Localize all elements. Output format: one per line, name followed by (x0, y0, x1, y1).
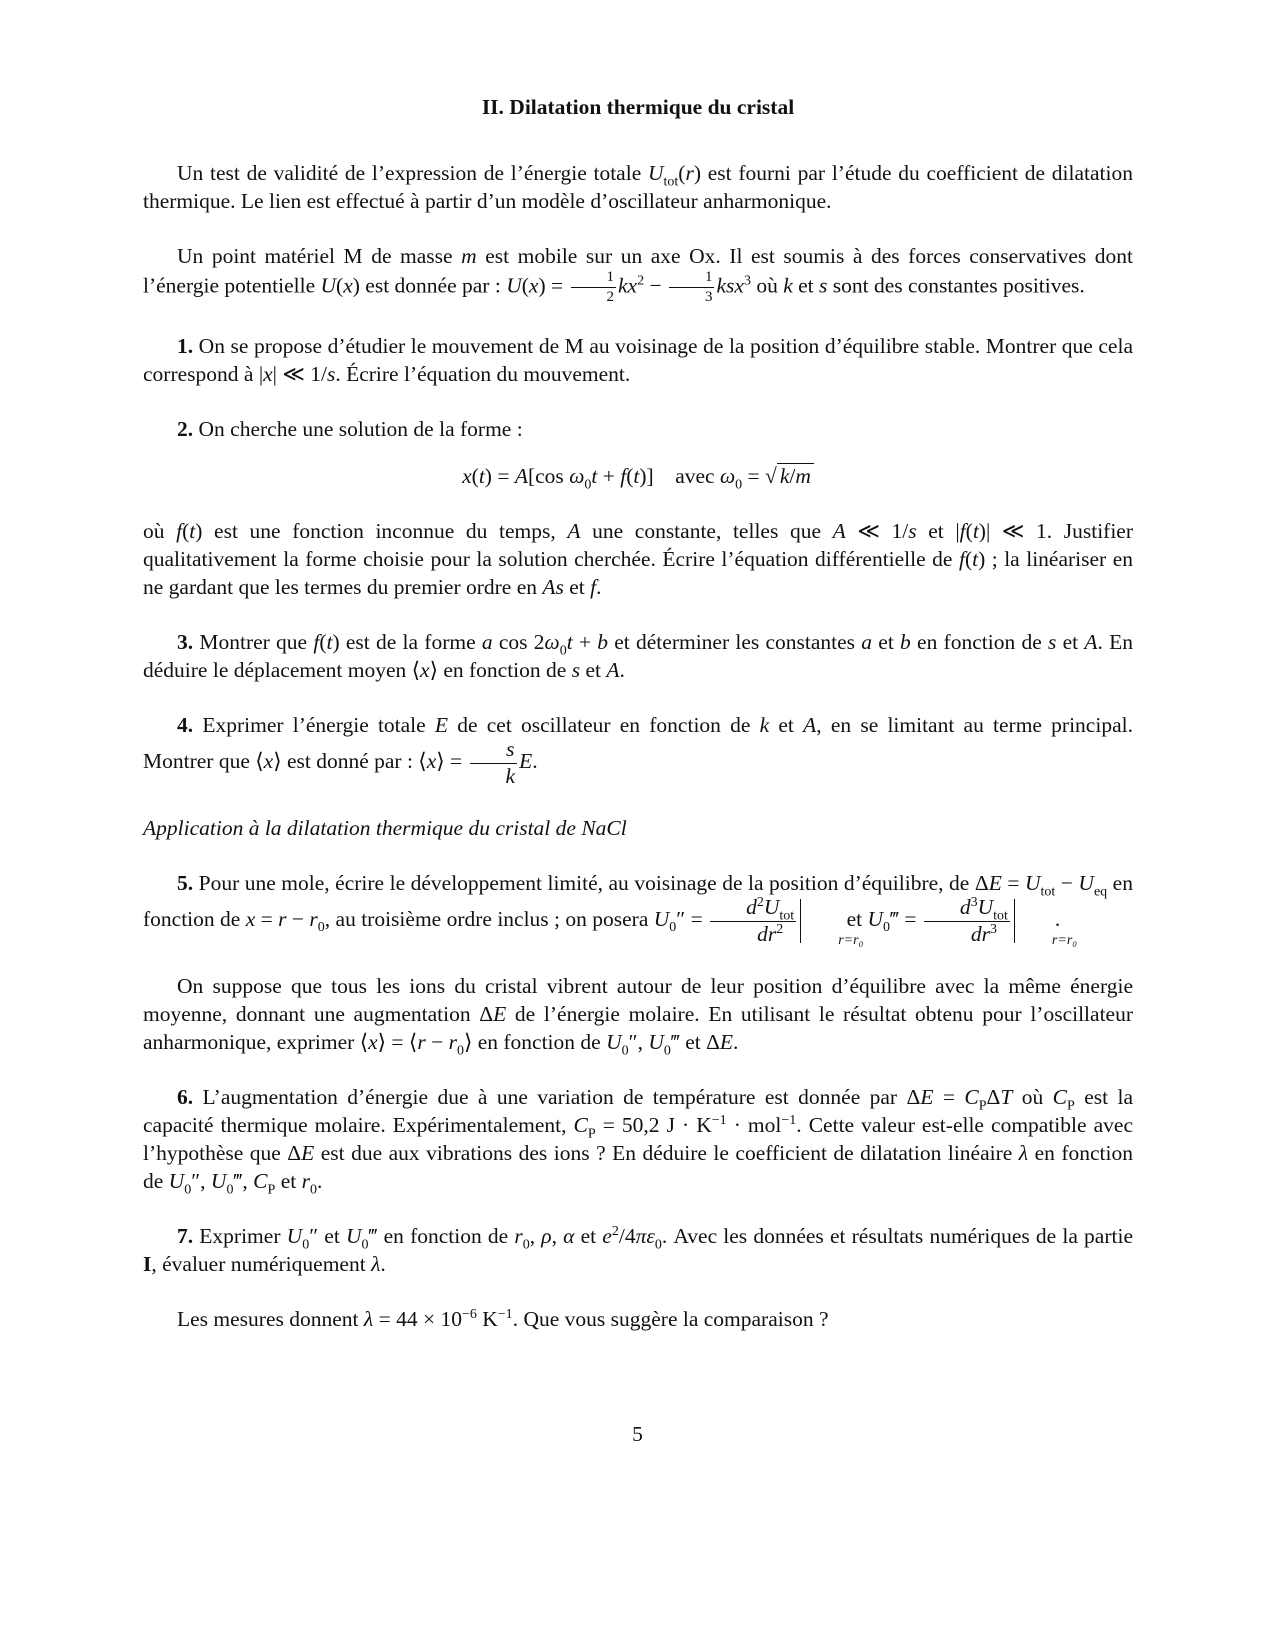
question-number: 1. (177, 334, 194, 358)
page-number: 5 (632, 1422, 643, 1446)
intro-paragraph-2: Un point matériel M de masse m est mobile sur un axe Ox. Il est soumis à des forces conservatives dont l’énergie potentielle U(x) est donnée par : U(x) = $\frac{1}{2}$ $kx^2$ − $\frac{1}{3}$ ksx$^3$ où k et s sont des constantes positives. (143, 244, 1134, 305)
question-5: 5. Pour une mole, écrire le développement limité, au voisinage de la position d’équilibre, de $\Delta E = U_{tot} - U_{eq}$ en fonction de $x = r - r_0$, au troisième ordre inclus ; on posera $U_0''$ = $\frac{d^2U_{tot}}{dr^2}$ r=r₀ et $U_0‴$ = $\frac{d^3U_{tot}}{dr^3}$ r=r₀ . (143, 871, 1133, 948)
section-subtitle: Application à la dilatation thermique du cristal de NaCl (143, 816, 627, 840)
question-4: 4. Exprimer l’énergie totale E de cet oscillateur en fonction de k et A, en se limitant au terme principal. Montrer que ⟨x⟩ est donné par : ⟨x⟩ = $\frac{s}{k}$ E. (143, 713, 1133, 788)
question-6: 6. L’augmentation d’énergie due à une variation de température est donnée par $\Delta E = C_P\Delta T$ où $C_P$ est la capacité thermique molaire. Expérimentalement, $C_P = 50,2$ $J \cdot K^{-1} \cdot mol^{-1}$. Cette valeur est-elle compatible avec l’hypothèse que ΔE est due aux vibrations des ions ? En déduire le coefficient de dilatation linéaire λ en fonction de $U_0''$, $U_0‴$, $C_P$ et $r_0$. (143, 1085, 1133, 1198)
question-number: 7. (177, 1224, 194, 1248)
conclusion-paragraph: Les mesures donnent $\lambda = 44 \times 10^{-6}$ $K^{-1}$. Que vous suggère la comparaison ? (177, 1306, 829, 1331)
question-number: 6. (177, 1085, 194, 1109)
question-number: 3. (177, 630, 194, 654)
question-number: 4. (177, 713, 194, 737)
question-3: 3. Montrer que f(t) est de la forme a $\cos 2\omega_0t + b$ et déterminer les constantes a et b en fonction de s et A. En déduire le déplacement moyen ⟨x⟩ en fonction de s et A. (143, 630, 1133, 682)
section-title: II. Dilatation thermique du cristal (481, 95, 795, 119)
question-7: 7. Exprimer $U_0''$ et $U_0‴$ en fonction de $r_0$, ρ, α et $e^2/4\pi\varepsilon_0$. Avec les données et résultats numériques de la partie I, évaluer numériquement λ. (143, 1223, 1133, 1276)
question-2-lead: 2. On cherche une solution de la forme : (177, 417, 523, 441)
question-number: 5. (177, 871, 194, 895)
question-2-text: où f(t) est une fonction inconnue du temps, A une constante, telles que A ≪ 1/s et |f(t)| ≪ 1. Justifier qualitativement la forme choisie pour la solution cherchée. Écrire l’équation différentielle de f(t) ; la linéariser en ne gardant que les termes du premier ordre en As et f. (143, 519, 1134, 599)
question-5-followup: On suppose que tous les ions du cristal vibrent autour de leur position d’équilibre avec la même énergie moyenne, donnant une augmentation ΔE de l’énergie molaire. En utilisant le résultat obtenu pour l’oscillateur anharmonique, exprimer ⟨x⟩ = ⟨r − $r_0⟩$ en fonction de $U_0''$, $U_0‴$ et ΔE. (143, 974, 1134, 1059)
equation-solution-form: x(t) = A[cos $\omega_0t + f(t)$] avec $\omega_0$ = √ k/m (143, 461, 1133, 491)
question-number: 2. (177, 417, 194, 441)
question-1: 1. On se propose d’étudier le mouvement de M au voisinage de la position d’équilibre stable. Montrer que cela correspond à |x| ≪ 1/s. Écrire l’équation du mouvement. (143, 334, 1133, 386)
intro-paragraph-1: Un test de validité de l’expression de l’énergie totale $U_{tot}(r)$ est fourni par l’étude du coefficient de dilatation thermique. Le lien est effectué à partir d’un modèle d’oscillateur anharmonique. (143, 161, 1133, 213)
